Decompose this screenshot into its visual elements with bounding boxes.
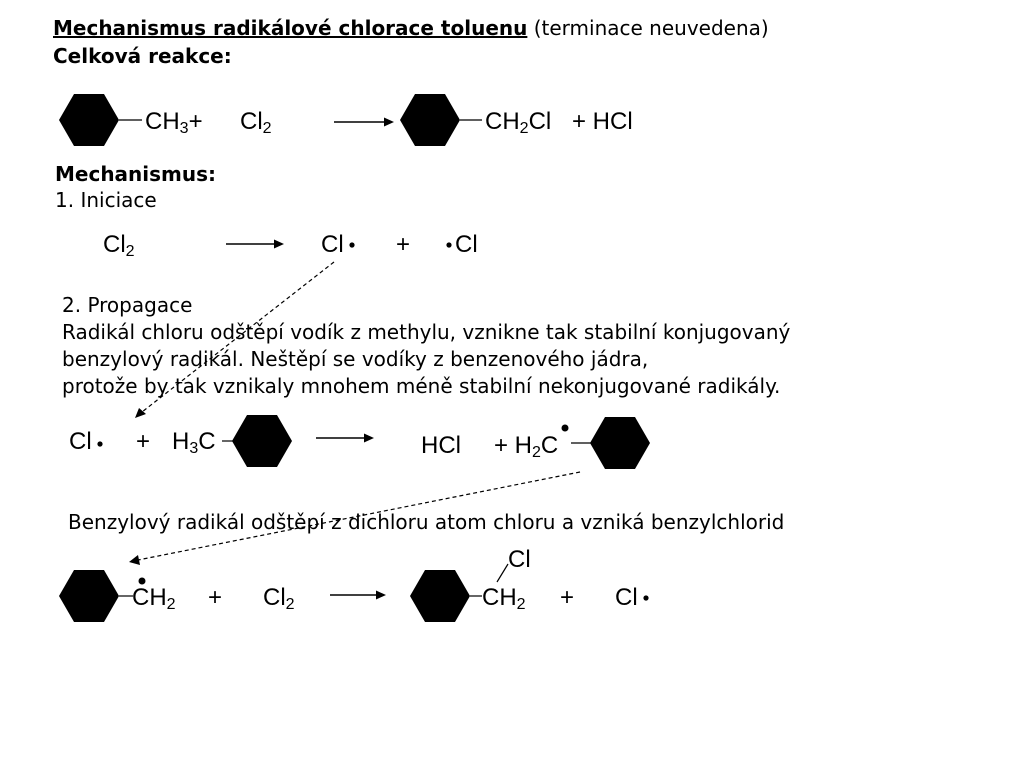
benzene-ring-benzyl-radical	[590, 417, 650, 469]
chlorine-radical-1: Cl	[321, 231, 344, 258]
methyl-group: $H_3C$	[172, 428, 216, 457]
benzene-ring-benzylchloride	[400, 94, 460, 146]
benzene-ring-toluene-2	[232, 415, 292, 467]
benzene-ring-benzyl-radical-2	[59, 570, 119, 622]
dashed-arrowhead-icon	[129, 555, 140, 565]
chlorine-radical-2: Cl	[455, 231, 478, 258]
dichlorine-step2: $Cl_2$	[263, 584, 295, 613]
chlorine-radical-4: Cl	[615, 584, 638, 611]
benzyl-description: Benzylový radikál odštěpí z dichloru atom chloru a vzniká benzylchlorid	[68, 510, 785, 534]
dichlorine-initiation: $Cl_2$	[103, 231, 135, 260]
plus-sign: +	[208, 584, 223, 611]
bond-c-cl	[497, 564, 508, 582]
radical-dot-icon	[349, 242, 354, 247]
benzyl-radical-group: + $H_2C$	[494, 432, 559, 461]
chlorine-substituent: Cl	[508, 546, 531, 573]
propagation-line-2: benzylový radikál. Neštěpí se vodíky z benzenového jádra,	[62, 347, 649, 371]
dichlorine: $Cl_2$	[240, 108, 272, 137]
toluene-methyl: $CH_3+$	[145, 108, 203, 137]
page-title: Mechanismus radikálové chlorace toluenu	[53, 16, 528, 40]
reaction-arrow-2	[316, 434, 374, 443]
overall-reaction-heading: Celková reakce:	[53, 44, 232, 68]
radical-dot-icon	[562, 425, 569, 432]
step-propagation: 2. Propagace	[62, 293, 193, 317]
reaction-arrow-1	[334, 118, 394, 127]
benzylchloride-ch2: $CH_2$	[482, 584, 526, 613]
plus-sign: +	[136, 428, 151, 455]
hydrogen-chloride: HCl	[421, 432, 461, 459]
radical-dot-icon	[446, 242, 451, 247]
reaction-arrow-initiation	[226, 240, 284, 249]
mechanism-heading: Mechanismus:	[55, 162, 217, 186]
radical-dot-icon	[643, 595, 648, 600]
chlorine-radical-3: Cl	[69, 428, 92, 455]
propagation-line-3: protože by tak vznikaly mnohem méně stabilní nekonjugované radikály.	[62, 374, 781, 398]
plus-sign: +	[396, 231, 411, 258]
benzylchloride-group: $CH_2Cl$	[485, 108, 552, 137]
plus-sign: +	[560, 584, 575, 611]
plus-sign: +	[188, 108, 203, 135]
benzene-ring-benzylchloride-2	[410, 570, 470, 622]
propagation-line-1: Radikál chloru odštěpí vodík z methylu, vznikne tak stabilní konjugovaný	[62, 320, 791, 344]
benzyl-ch2: $CH_2$	[132, 584, 176, 613]
step-initiation: 1. Iniciace	[55, 188, 157, 212]
radical-dot-icon	[97, 441, 102, 446]
plus-hcl: + HCl	[572, 108, 633, 135]
benzene-ring-toluene	[59, 94, 119, 146]
reaction-arrow-3	[330, 591, 386, 600]
title-note: (terminace neuvedena)	[527, 16, 769, 40]
